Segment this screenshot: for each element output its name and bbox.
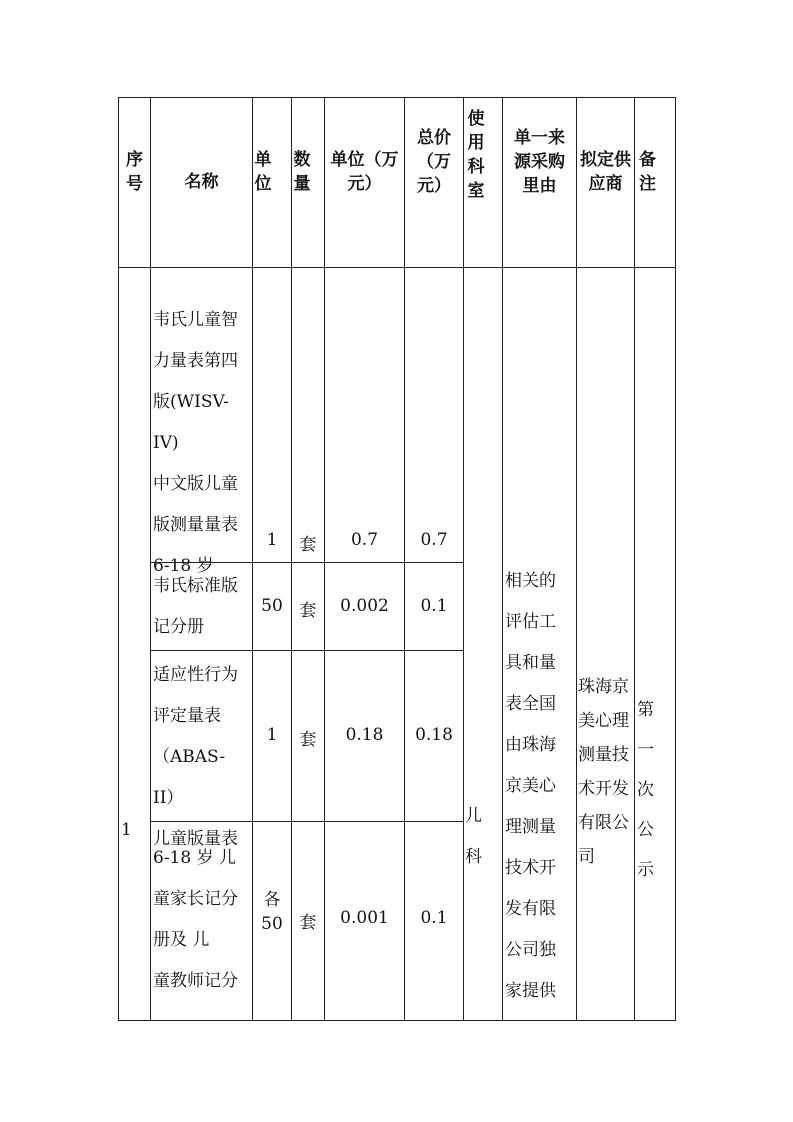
row-3-name: 适应性行为 评定量表 （ABAS-II） 儿童版量表 [153,665,238,849]
row-2-unit-price: 0.002 [340,596,389,616]
col-border-reason [576,97,577,1021]
col-border-name [252,97,253,1021]
row-2-name: 韦氏标准版 记分册 [153,576,238,637]
row-2-bottom-border [150,650,464,651]
row-3-unit: 套 [299,730,317,750]
col-border-dept [502,97,503,1021]
table-top-border [118,97,676,98]
dept-value: 儿 科 [465,806,482,867]
row-4-total: 0.1 [420,908,448,928]
header-supplier: 拟定供 应商 [580,150,631,194]
col-border-right [675,97,676,1021]
note-value: 第 一 次 公 示 [637,700,654,880]
row-3-qty: 1 [266,725,278,745]
row-4-qty: 各 50 [261,890,283,934]
col-border-qty [324,97,325,1021]
col-border-left [118,97,119,1021]
col-border-supplier [634,97,635,1021]
header-name: 名称 [184,172,219,192]
row-4-name: 6-18 岁 儿 童家长记分 册及 儿 童教师记分 [153,848,238,991]
col-border-unitprice [404,97,405,1021]
reason-value: 相关的 评估工 具和量 表全国 由珠海 京美心 理测量 技术开 发有限 公司独 家提供 [505,571,556,1001]
supplier-value: 珠海京 美心理 测量技 术开发 有限公 司 [578,677,629,867]
header-bottom-border [118,267,676,268]
col-border-seq [150,97,151,1021]
row-4-unit: 套 [299,913,317,933]
row-4-unit-price: 0.001 [340,908,389,928]
row-2-qty: 50 [261,596,283,616]
header-note: 备 注 [639,150,656,194]
row-1-unit: 套 [299,535,317,555]
row-3-unit-price: 0.18 [345,725,384,745]
row-1-total: 0.7 [420,530,448,550]
header-unit-price: 单位（万 元） [330,150,399,194]
header-dept: 使 用 科 室 [467,109,485,201]
header-unit: 单 位 [254,150,272,194]
row-1-unit-price: 0.7 [350,530,379,550]
header-qty: 数 量 [293,150,311,194]
seq-value: 1 [121,820,132,840]
row-3-total: 0.18 [415,725,453,745]
row-2-unit: 套 [299,601,317,621]
header-reason: 单一来 源采购 里由 [514,128,565,196]
row-2-total: 0.1 [420,596,448,616]
row-1-qty: 1 [266,530,278,550]
col-border-total [463,97,464,1021]
row-1-name: 韦氏儿童智 力量表第四 版(WISV-IV) 中文版儿童 版测量量表 6-18 岁 [153,310,238,576]
col-border-unit [291,97,292,1021]
header-seq: 序 号 [126,150,143,194]
table-bottom-border [118,1020,676,1021]
header-total: 总价 （万 元） [417,128,451,196]
